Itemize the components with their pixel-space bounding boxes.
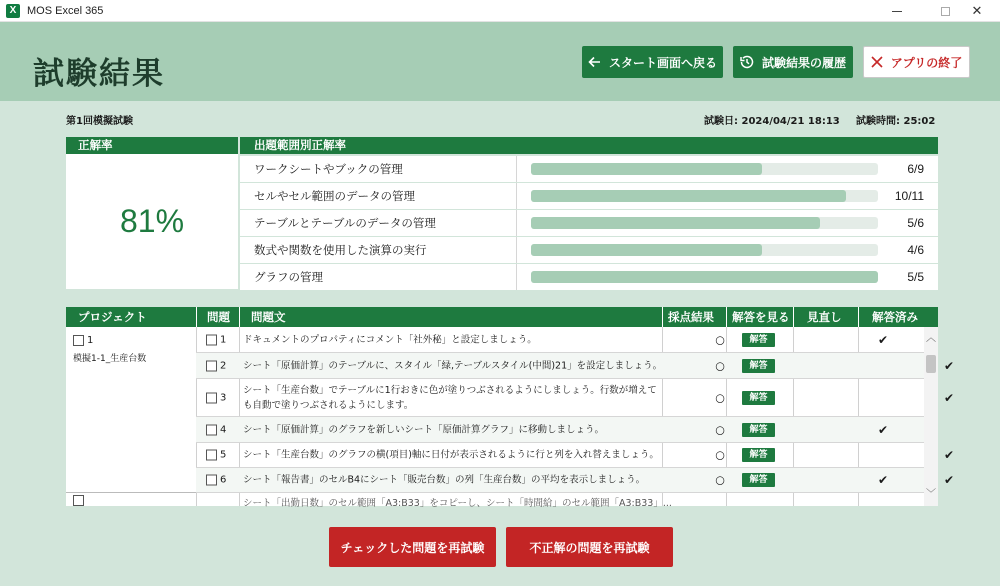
answered-check-icon: ✔ <box>943 448 955 462</box>
question-number: 1 <box>220 334 227 345</box>
question-text: シート「原価計算」のテーブルに、スタイル「緑,テーブルスタイル(中間)21」を設定しましょう。 <box>243 360 663 371</box>
checkbox-icon <box>206 360 217 371</box>
question-checkbox[interactable] <box>206 360 226 371</box>
project-cell <box>66 327 196 493</box>
col-header-result: 採点結果 <box>668 310 714 324</box>
category-label: ワークシートやブックの管理 <box>254 162 403 176</box>
checkbox-icon <box>206 392 217 403</box>
quit-app-label: アプリの終了 <box>890 55 963 70</box>
category-fraction: 6/9 <box>907 162 924 176</box>
question-number: 2 <box>220 360 227 371</box>
maximize-icon <box>941 7 950 16</box>
maximize-button[interactable] <box>928 0 962 22</box>
category-progress-fill <box>531 190 846 202</box>
back-to-start-button[interactable] <box>582 46 723 78</box>
overall-score-header: 正解率 <box>66 137 238 154</box>
result-mark: ○ <box>715 359 725 372</box>
close-x-icon <box>871 56 883 68</box>
result-mark: ○ <box>715 448 725 462</box>
category-row <box>240 210 938 236</box>
table-row[interactable] <box>196 443 955 468</box>
result-mark: ○ <box>715 333 725 346</box>
category-fraction: 5/5 <box>907 270 924 284</box>
answered-check-icon: ✔ <box>943 358 955 373</box>
col-header-review: 見直し <box>807 310 842 324</box>
question-checkbox[interactable] <box>206 334 226 345</box>
category-label: セルやセル範囲のデータの管理 <box>254 189 415 203</box>
quit-app-button[interactable] <box>863 46 970 78</box>
scroll-down-icon[interactable]: ﹀ <box>926 489 936 500</box>
col-header-project: プロジェクト <box>78 310 147 324</box>
project-name: 模擬1-1_生産台数 <box>73 354 147 364</box>
category-row <box>240 156 938 182</box>
overall-score-panel <box>66 137 238 289</box>
col-header-text: 問題文 <box>251 310 286 324</box>
answer-button[interactable]: 解答 <box>742 391 775 405</box>
category-row <box>240 183 938 209</box>
answer-button[interactable]: 解答 <box>742 423 775 437</box>
col-header-answered: 解答済み <box>872 310 918 324</box>
category-score-header: 出題範囲別正解率 <box>240 137 938 154</box>
retry-incorrect-button[interactable]: 不正解の問題を再試験 <box>506 527 673 567</box>
question-number: 6 <box>220 474 227 486</box>
window-titlebar <box>0 0 1000 22</box>
back-to-start-label: スタート画面へ戻る <box>608 55 717 70</box>
checkbox-icon <box>206 475 217 486</box>
result-mark: ○ <box>715 473 725 487</box>
question-text: シート「報告書」のセルB4にシート「販売台数」の列「生産台数」の平均を表示しましょう。 <box>243 474 646 486</box>
minimize-icon <box>892 11 902 12</box>
result-mark: ○ <box>715 423 725 436</box>
exam-date: 試験日: 2024/04/21 18:13 <box>704 116 840 127</box>
project-checkbox[interactable] <box>73 335 93 346</box>
close-window-button[interactable] <box>960 0 994 22</box>
table-scrollbar[interactable] <box>924 327 938 506</box>
checkbox-icon <box>206 450 217 461</box>
exam-name: 第1回模擬試験 <box>66 116 133 127</box>
table-row[interactable] <box>196 468 955 493</box>
category-progress-bar <box>531 271 878 283</box>
minimize-button[interactable] <box>880 0 914 22</box>
question-checkbox[interactable] <box>206 424 226 435</box>
col-header-question: 問題 <box>207 310 230 324</box>
exam-duration: 試験時間: 25:02 <box>856 116 936 127</box>
question-table-header <box>66 307 938 327</box>
history-label: 試験結果の履歴 <box>761 55 846 70</box>
category-score-panel <box>240 137 938 289</box>
scroll-up-icon[interactable]: ︿ <box>926 333 936 344</box>
category-label: グラフの管理 <box>254 270 323 284</box>
answered-check-icon: ✔ <box>943 473 955 487</box>
category-row <box>240 237 938 263</box>
answered-check-icon: ✔ <box>943 390 955 405</box>
answer-button[interactable]: 解答 <box>742 333 775 347</box>
page-title: 試験結果 <box>33 56 165 92</box>
category-progress-bar <box>531 163 878 175</box>
table-row-partial <box>66 493 924 509</box>
category-fraction: 5/6 <box>907 216 924 230</box>
category-label: 数式や関数を使用した演算の実行 <box>254 243 427 257</box>
question-checkbox[interactable] <box>206 392 226 403</box>
category-progress-fill <box>531 163 762 175</box>
question-text: ドキュメントのプロパティにコメント「社外秘」と設定しましょう。 <box>243 334 537 345</box>
table-row[interactable] <box>196 327 924 353</box>
category-progress-bar <box>531 244 878 256</box>
question-checkbox[interactable] <box>206 450 226 461</box>
checkbox-icon <box>73 495 84 506</box>
category-progress-bar <box>531 217 878 229</box>
history-button[interactable] <box>733 46 853 78</box>
answer-button[interactable]: 解答 <box>742 448 775 462</box>
category-fraction: 4/6 <box>907 243 924 257</box>
category-progress-bar <box>531 190 878 202</box>
review-check-icon: ✔ <box>877 473 889 487</box>
excel-app-icon: X <box>6 4 20 18</box>
category-label: テーブルとテーブルのデータの管理 <box>254 216 436 230</box>
question-text: シート「生産台数」でテーブルに1行おきに色が塗りつぶされるようにしましょう。行数が増えても自動で塗りつぶされるようにします。 <box>243 384 657 411</box>
scroll-thumb[interactable] <box>926 355 936 373</box>
question-number: 4 <box>220 424 227 435</box>
answer-button[interactable]: 解答 <box>742 359 775 373</box>
question-text: シート「生産台数」のグラフの横(項目)軸に日付が表示されるように行と列を入れ替えましょう。 <box>243 449 659 461</box>
question-text: シート「出勤日数」のセル範囲「A3:B33」をコピーし、シート「時間給」のセル範囲「A3:B33」... <box>243 498 672 509</box>
table-row[interactable] <box>196 417 924 443</box>
col-header-view-answer: 解答を見る <box>732 310 790 324</box>
category-progress-fill <box>531 271 878 283</box>
checkbox-icon <box>206 424 217 435</box>
project-number: 1 <box>87 335 94 346</box>
question-number: 3 <box>220 392 227 403</box>
answer-button[interactable]: 解答 <box>742 473 775 487</box>
checkbox-icon <box>206 334 217 345</box>
question-text: シート「原価計算」のグラフを新しいシート「原価計算グラフ」に移動しましょう。 <box>243 424 605 435</box>
window-title: MOS Excel 365 <box>27 4 104 17</box>
retry-checked-button[interactable]: チェックした問題を再試験 <box>329 527 496 567</box>
table-row[interactable] <box>196 353 955 379</box>
question-table <box>66 307 955 509</box>
close-icon: ✕ <box>971 3 983 19</box>
category-fraction: 10/11 <box>894 189 924 203</box>
overall-score-percent: 81% <box>66 154 238 289</box>
history-icon <box>740 55 754 69</box>
review-check-icon: ✔ <box>877 332 889 347</box>
arrow-left-icon <box>588 56 601 68</box>
category-progress-fill <box>531 217 820 229</box>
table-row[interactable] <box>196 379 955 417</box>
category-row <box>240 264 938 290</box>
category-progress-fill <box>531 244 762 256</box>
checkbox-icon <box>73 335 84 346</box>
question-checkbox[interactable] <box>206 475 226 486</box>
question-number: 5 <box>220 449 227 461</box>
result-mark: ○ <box>715 391 725 404</box>
review-check-icon: ✔ <box>877 422 889 437</box>
